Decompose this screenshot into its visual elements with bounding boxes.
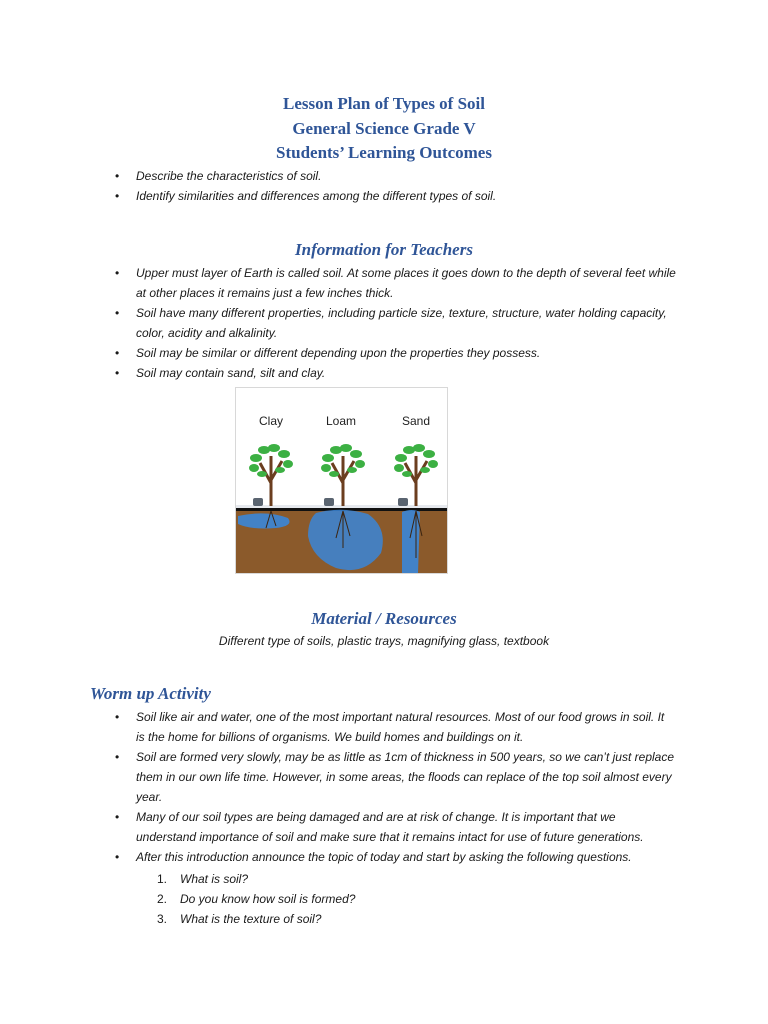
title-line-3: Students’ Learning Outcomes [276,143,492,162]
list-item: 1. What is soil? [157,872,249,886]
bullet-icon: • [115,810,120,824]
list-item: • Identify similarities and differences among the different types of soil. [0,186,676,206]
sand-water-icon [402,510,420,573]
bullet-icon: • [115,346,120,360]
list-item: • After this introduction announce the topic of today and start by asking the following questions. [0,847,676,867]
bullet-icon: • [115,306,120,320]
soil-types-figure [235,387,448,574]
bullet-icon: • [115,366,120,380]
list-item: • Soil are formed very slowly, may be as little as 1cm of thickness in 500 years, so we can’t just replace them in our own life time. However, in some areas, the floods can replace of the top soil almost every year. [0,747,676,807]
outcomes-list [0,166,676,206]
title-line-2: General Science Grade V [292,119,476,138]
list-item: 2. Do you know how soil is formed? [157,892,356,906]
watering-can-icons [253,498,408,506]
materials-text: Different type of soils, plastic trays, magnifying glass, textbook [218,634,550,648]
list-item: • Describe the characteristics of soil. [0,166,676,186]
bullet-icon: • [115,750,120,764]
warmup-heading: Worm up Activity [90,684,211,703]
clay-label: Clay [258,414,284,428]
title-line-1: Lesson Plan of Types of Soil [283,94,485,113]
bullet-icon: • [115,710,120,724]
list-item: • Soil may contain sand, silt and clay. [0,363,676,383]
bullet-icon: • [115,850,120,864]
list-item: • Soil may be similar or different depending upon the properties they possess. [0,343,676,363]
bullet-icon: • [115,266,120,280]
list-item: 3. What is the texture of soil? [157,912,322,926]
list-item: • Soil like air and water, one of the most important natural resources. Most of our food grows in soil. It is the home for billions of organisms. We build homes and buildings on it. [0,707,676,747]
soil-diagram [236,388,447,573]
list-item: • Upper must layer of Earth is called soil. At some places it goes down to the depth of several feet while at other places it remains just a few inches thick. [0,263,676,303]
list-item: • Many of our soil types are being damaged and are at risk of change. It is important that we understand importance of soil and make sure that it remains intact for use of future generations. [0,807,676,847]
warmup-list [0,707,676,867]
bullet-icon: • [115,169,120,183]
sand-label: Sand [401,414,431,428]
materials-heading: Material / Resources [311,609,457,628]
teachers-heading: Information for Teachers [295,240,473,259]
questions-list [0,869,355,929]
teachers-list [0,263,676,383]
list-item: • Soil have many different properties, including particle size, texture, structure, water holding capacity, color, acidity and alkalinity. [0,303,676,343]
bullet-icon: • [115,189,120,203]
loam-label: Loam [325,414,357,428]
